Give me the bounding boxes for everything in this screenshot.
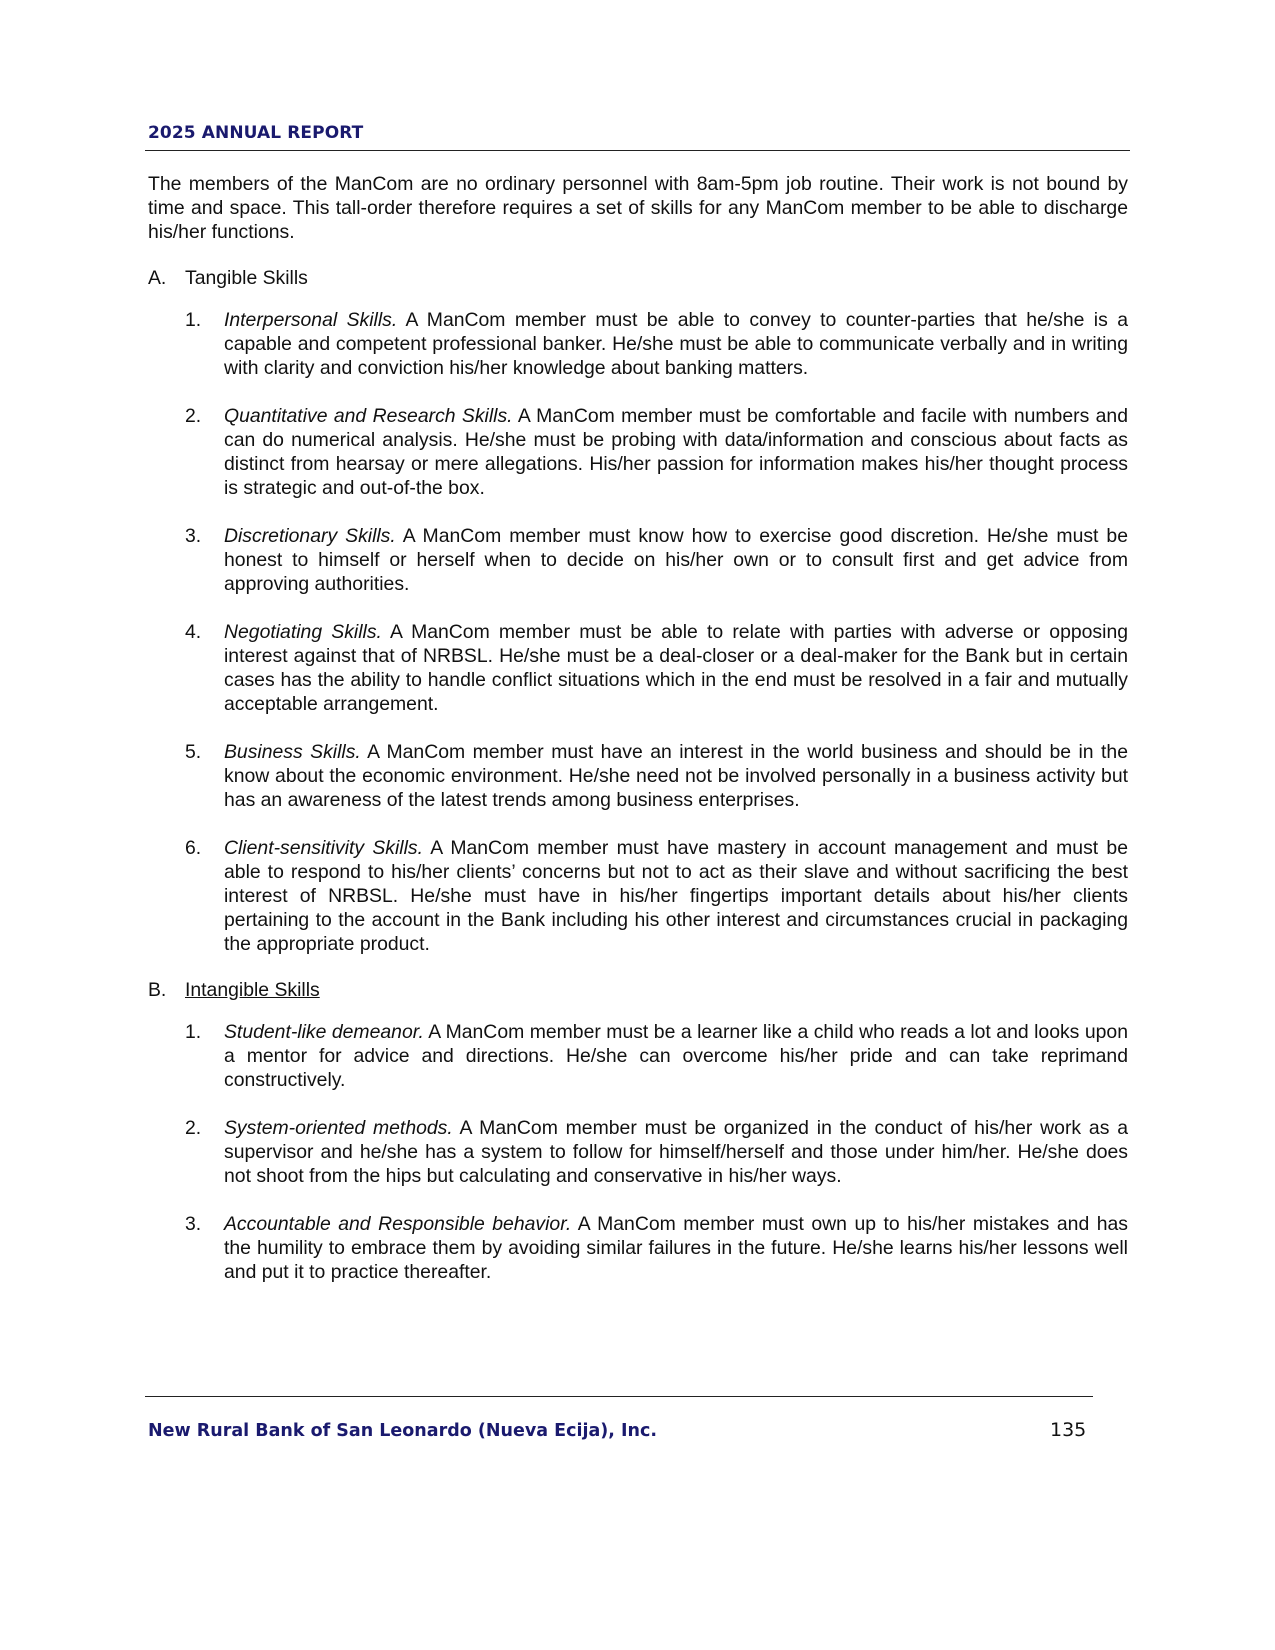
item-text: A ManCom member must own up to his/her mistakes and has the humility to embrace them by avoiding similar failures in the future. He/she learns his/her lessons well and put it to practice thereafter. <box>224 1213 1128 1283</box>
item-lead: Client-sensitivity Skills. <box>224 837 423 859</box>
item-number: 3. <box>185 525 202 547</box>
list-item <box>185 524 1128 596</box>
item-lead: System-oriented methods. <box>224 1117 453 1139</box>
item-text: A ManCom member must be able to convey to counter-parties that he/she is a capable and competent professional banker. He/she must be able to communicate verbally and in writing with clarity and conviction his/her knowledge about banking matters. <box>224 309 1128 379</box>
list-item <box>185 1020 1128 1092</box>
list-item <box>185 620 1128 716</box>
document-body <box>148 172 1128 1306</box>
item-text: A ManCom member must be organized in the conduct of his/her work as a supervisor and he/she has a system to follow for himself/herself and those under him/her. He/she does not shoot from the hips but calculating and conservative in his/her ways. <box>224 1117 1128 1187</box>
item-lead: Interpersonal Skills. <box>224 309 398 331</box>
footer-bank-name: New Rural Bank of San Leonardo (Nueva Ecija), Inc. <box>148 1421 657 1441</box>
item-text: A ManCom member must know how to exercise good discretion. He/she must be honest to himself or herself when to decide on his/her own or to consult first and get advice from approving authorities. <box>224 525 1129 595</box>
item-number: 6. <box>185 837 202 859</box>
item-lead: Student-like demeanor. <box>224 1021 424 1043</box>
section-heading-a <box>148 266 1128 290</box>
item-lead: Business Skills. <box>224 741 361 763</box>
intangible-skills-list <box>185 1020 1128 1284</box>
list-item <box>185 308 1128 380</box>
page-header-title: 2025 ANNUAL REPORT <box>148 123 364 143</box>
item-text: A ManCom member must have an interest in the world business and should be in the know about the economic environment. He/she need not be involved personally in a business activity but has an awareness of the latest trends among business enterprises. <box>224 741 1128 811</box>
section-heading-b <box>148 978 1128 1002</box>
page-number: 135 <box>1050 1419 1087 1441</box>
item-body <box>224 836 1128 956</box>
item-lead: Negotiating Skills. <box>224 621 382 643</box>
list-item <box>185 1212 1128 1284</box>
item-number: 2. <box>185 1117 202 1139</box>
section-title: Tangible Skills <box>185 267 308 289</box>
list-item <box>185 740 1128 812</box>
list-item <box>185 836 1128 956</box>
item-body <box>224 308 1128 380</box>
item-text: A ManCom member must be a learner like a child who reads a lot and looks upon a mentor for advice and directions. He/she can overcome his/her pride and can take reprimand constructively. <box>224 1021 1128 1091</box>
section-letter: B. <box>148 979 167 1001</box>
section-letter: A. <box>148 267 167 289</box>
item-number: 4. <box>185 621 202 643</box>
item-number: 3. <box>185 1213 202 1235</box>
footer-divider <box>145 1396 1093 1397</box>
list-item <box>185 1116 1128 1188</box>
item-body <box>224 524 1128 596</box>
item-lead: Discretionary Skills. <box>224 525 396 547</box>
intro-paragraph: The members of the ManCom are no ordinary personnel with 8am-5pm job routine. Their work is not bound by time and space. This tall-order therefore requires a set of skills for any ManCom member to be able to discharge his/her functions. <box>148 173 1128 243</box>
item-text: A ManCom member must be able to relate with parties with adverse or opposing interest against that of NRBSL. He/she must be a deal-closer or a deal-maker for the Bank but in certain cases has the ability to handle conflict situations which in the end must be resolved in a fair and mutually acceptable arrangement. <box>224 621 1129 715</box>
section-title: Intangible Skills <box>185 979 320 1001</box>
item-number: 2. <box>185 405 202 427</box>
item-number: 5. <box>185 741 202 763</box>
item-body <box>224 1212 1128 1284</box>
item-body <box>224 1020 1128 1092</box>
item-lead: Quantitative and Research Skills. <box>224 405 513 427</box>
item-number: 1. <box>185 309 202 331</box>
item-lead: Accountable and Responsible behavior. <box>224 1213 572 1235</box>
tangible-skills-list <box>185 308 1128 956</box>
item-number: 1. <box>185 1021 202 1043</box>
item-text: A ManCom member must be comfortable and facile with numbers and can do numerical analysis. He/she must be probing with data/information and conscious about facts as distinct from hearsay or mere allegations. His/her passion for information makes his/her thought process is strategic and out-of-the box. <box>224 405 1128 499</box>
header-divider <box>145 150 1130 151</box>
item-body <box>224 404 1128 500</box>
item-body <box>224 1116 1128 1188</box>
item-body <box>224 740 1128 812</box>
item-body <box>224 620 1128 716</box>
list-item <box>185 404 1128 500</box>
item-text: A ManCom member must have mastery in account management and must be able to respond to his/her clients’ concerns but not to act as their slave and without sacrificing the best interest of NRBSL. He/she must have in his/her fingertips important details about his/her clients pertaining to the account in the Bank including his other interest and circumstances crucial in packaging the appropriate product. <box>224 837 1128 955</box>
